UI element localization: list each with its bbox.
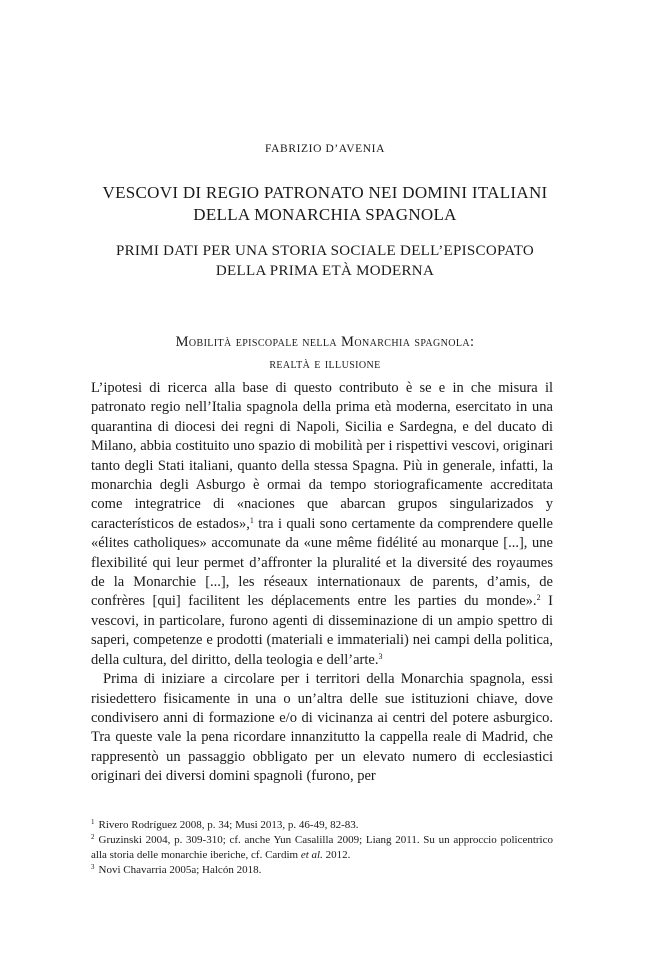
- section-heading-line-1: Mobilità episcopale nella Monarchia spagnola:: [175, 334, 475, 350]
- article-title: [60, 182, 590, 226]
- footnote-1: [91, 818, 553, 833]
- footnote-2: [91, 833, 553, 863]
- section-heading: [60, 331, 590, 375]
- author-name: FABRIZIO D’AVENIA: [265, 143, 385, 155]
- subtitle-line-1: PRIMI DATI PER UNA STORIA SOCIALE DELL’EPISCOPATO: [115, 243, 535, 259]
- title-line-2: DELLA MONARCHIA SPAGNOLA: [193, 205, 457, 224]
- footnote-mark: 1: [91, 818, 95, 826]
- footnote-text-italic: et al.: [300, 849, 323, 861]
- footnote-ref-3[interactable]: 3: [378, 651, 383, 661]
- paragraph-1: [91, 379, 553, 670]
- footnote-ref-2[interactable]: 2: [536, 593, 541, 603]
- footnote-text: Novi Chavarria 2005a; Halcón 2018.: [98, 864, 262, 876]
- paragraph-2: Prima di iniziare a circolare per i territori della Monarchia spagnola, essi risiedettero fisicamente in una o un’altra delle sue istituzioni chiave, dove condivisero anni di formazione e/o di vicinanza ai centri del potere asburgico. Tra queste vale la pena ricordare innanzitutto la cappella reale di Madrid, che rappresentò un passaggio obbligato per un elevato numero di ecclesiastici originari dei diversi domini spagnoli (furono, per: [91, 671, 553, 785]
- footnote-3: [91, 863, 553, 878]
- footnote-text: Rivero Rodríguez 2008, p. 34; Musi 2013, p. 46-49, 82-83.: [98, 819, 359, 831]
- body-text: [91, 379, 553, 787]
- section-heading-line-2: realtà e illusione: [269, 356, 381, 372]
- subtitle-line-2: DELLA PRIMA ETÀ MODERNA: [215, 263, 435, 279]
- footnote-text: Gruzinski 2004, p. 309-310; cf. anche Yun Casalilla 2009; Liang 2011. Su un approccio policentrico alla storia delle monarchie iberiche, cf. Cardim: [91, 834, 553, 861]
- article-subtitle: [60, 241, 590, 281]
- footnote-text: 2012.: [322, 849, 351, 861]
- title-line-1: VESCOVI DI REGIO PATRONATO NEI DOMINI ITALIANI: [102, 183, 548, 202]
- footnote-mark: 3: [91, 863, 95, 871]
- paragraph-1-part-3: I vescovi, in particolare, furono agenti di disseminazione di un ampio spettro di saperi, competenze e prodotti (materiali e immateriali) nei campi della politica, della cultura, del diritto, della teologia e dell’arte.: [91, 593, 553, 668]
- footnotes: [91, 818, 553, 878]
- paragraph-1-part-1: L’ipotesi di ricerca alla base di questo contributo è se e in che misura il patronato regio nell’Italia spagnola della prima età moderna, esercitato in una quarantina di diocesi dei regni di Napoli, Sicilia e Sardegna, e del ducato di Milano, abbia costituito uno spazio di mobilità per i rispettivi vescovi, originari tanto degli Stati italiani, quanto della stessa Spagna. Più in generale, infatti, la monarchia degli Asburgo è ormai da tempo storiograficamente accreditata come integratrice di «naciones que abarcan grupos singularizados y característicos de estados»,: [91, 380, 553, 532]
- paragraph-1-part-2: tra i quali sono certamente da comprendere quelle «élites catholiques» accomunate da «une même fidélité au monarque [...], une flexibilité qui leur permet d’affronter la pluralité et la diversité des royaumes de la Monarchie [...], les réseaux internationaux de parents, d’amis, de confrères [qui] facilitent les déplacements entre les parties du monde».: [91, 515, 553, 610]
- footnote-ref-1[interactable]: 1: [249, 515, 254, 525]
- footnote-mark: 2: [91, 833, 95, 841]
